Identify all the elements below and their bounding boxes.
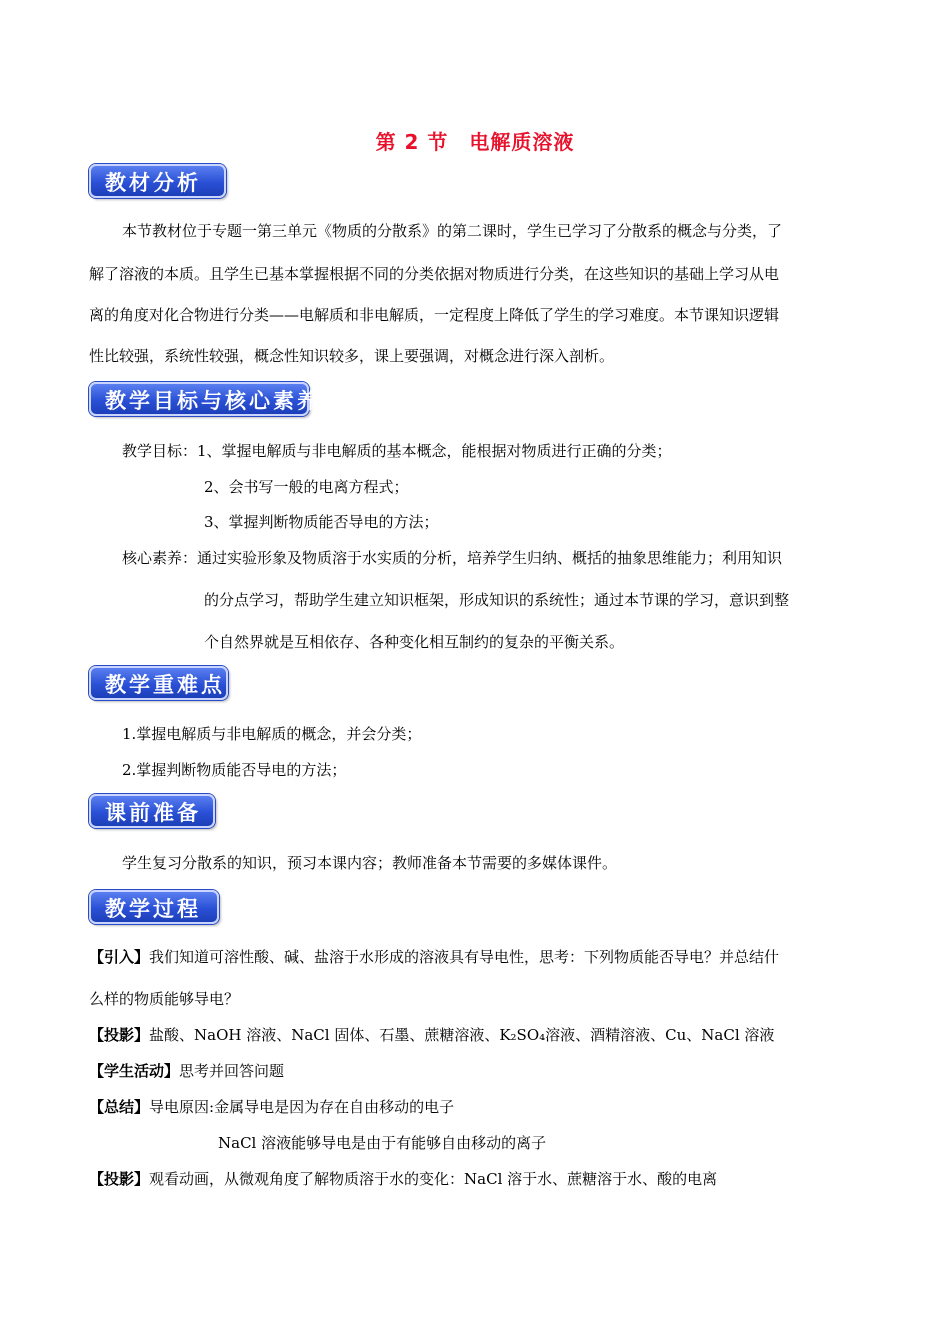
process-line (89, 989, 239, 1009)
process-text: 思考并回答问题 (179, 1062, 285, 1080)
process-line (89, 1025, 774, 1045)
section-heading-prep: 课前准备 (89, 794, 215, 828)
process-text: 观看动画，从微观角度了解物质溶于水的变化：NaCl 溶于水、蔗糖溶于水、酸的电离 (149, 1170, 718, 1188)
keypoint-line: 2.掌握判断物质能否导电的方法； (122, 761, 347, 779)
section-heading-process: 教学过程 (89, 890, 219, 924)
analysis-line: 解了溶液的本质。且学生已基本掌握根据不同的分类依据对物质进行分类，在这些知识的基础上学习从电 (89, 265, 780, 283)
process-line (89, 1169, 717, 1189)
section-heading-analysis: 教材分析 (89, 164, 226, 198)
analysis-line: 性比较强，系统性较强，概念性知识较多，课上要强调，对概念进行深入剖析。 (89, 347, 615, 365)
literacy-line: 的分点学习，帮助学生建立知识框架，形成知识的系统性；通过本节课的学习，意识到整 (204, 591, 790, 609)
goal-line: 3、掌握判断物质能否导电的方法； (204, 513, 439, 531)
literacy-line: 个自然界就是互相依存、各种变化相互制约的复杂的平衡关系。 (204, 633, 625, 651)
section-heading-goals: 教学目标与核心素养 (89, 382, 309, 416)
process-text: 导电原因:金属导电是因为存在自由移动的电子 (149, 1098, 455, 1116)
process-label: 【投影】 (89, 1026, 150, 1044)
goal-line: 2、会书写一般的电离方程式； (204, 478, 409, 496)
section-heading-keypoints: 教学重难点 (89, 666, 228, 700)
process-label: 【总结】 (89, 1098, 150, 1116)
process-text: 么样的物质能够导电？ (89, 990, 240, 1008)
prep-line: 学生复习分散系的知识，预习本课内容；教师准备本节需要的多媒体课件。 (122, 854, 618, 872)
page-title: 第 2 节 电解质溶液 (375, 130, 575, 154)
process-line (89, 1097, 454, 1117)
process-text: 我们知道可溶性酸、碱、盐溶于水形成的溶液具有导电性，思考：下列物质能否导电？并总结什 (149, 948, 780, 966)
process-text: 盐酸、NaOH 溶液、NaCl 固体、石墨、蔗糖溶液、K₂SO₄溶液、酒精溶液、Cu、NaCl 溶液 (149, 1026, 775, 1044)
process-text: NaCl 溶液能够导电是由于有能够自由移动的离子 (218, 1134, 547, 1152)
process-label: 【学生活动】 (89, 1062, 180, 1080)
analysis-line: 本节教材位于专题一第三单元《物质的分散系》的第二课时，学生已学习了分散系的概念与分类，了 (122, 222, 783, 240)
process-line (218, 1133, 546, 1153)
process-line (89, 1061, 284, 1081)
process-line (89, 947, 779, 967)
literacy-line: 核心素养：通过实验形象及物质溶于水实质的分析，培养学生归纳、概括的抽象思维能力；利用知识 (122, 549, 783, 567)
analysis-line: 离的角度对化合物进行分类——电解质和非电解质，一定程度上降低了学生的学习难度。本节课知识逻辑 (89, 306, 780, 324)
process-label: 【投影】 (89, 1170, 150, 1188)
goal-line: 教学目标：1、掌握电解质与非电解质的基本概念，能根据对物质进行正确的分类； (122, 442, 672, 460)
keypoint-line: 1.掌握电解质与非电解质的概念，并会分类； (122, 725, 422, 743)
process-label: 【引入】 (89, 948, 150, 966)
